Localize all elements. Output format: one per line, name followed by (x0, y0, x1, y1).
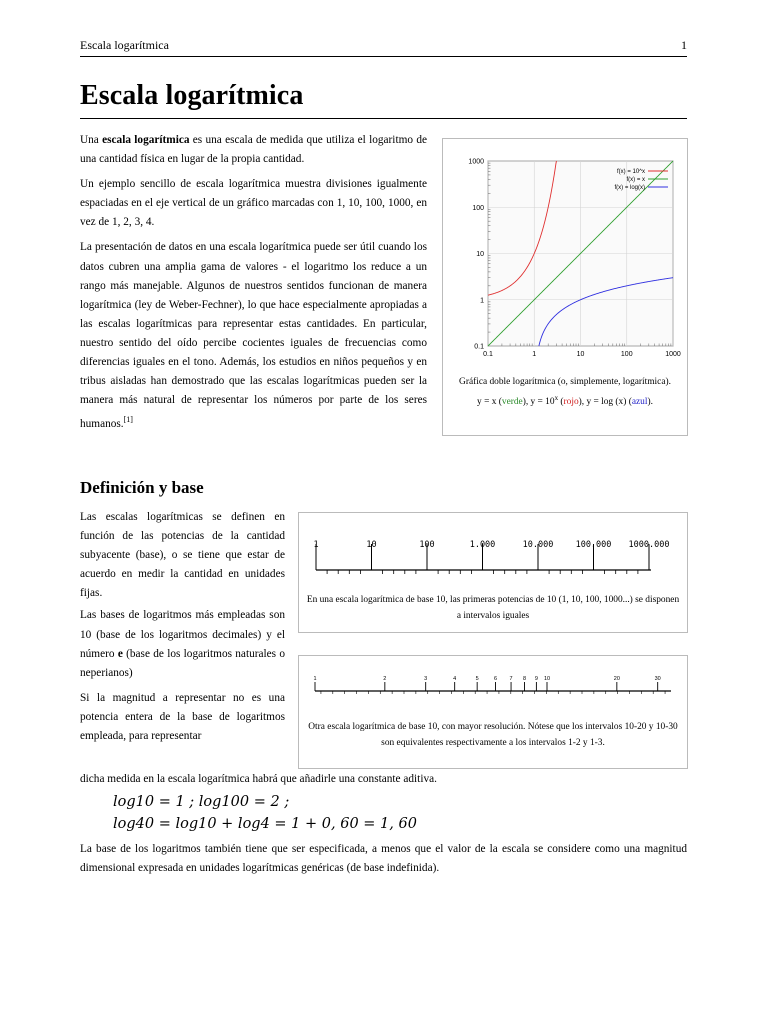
y-tick-label: 1 (480, 297, 484, 305)
figure-log-scale-powers (298, 512, 688, 633)
reference-link[interactable]: [1] (123, 415, 133, 425)
page-title: Escala logarítmica (80, 80, 304, 111)
figure1-caption-line1: Gráfica doble logarítmica (o, simplemente, logarítmica). (459, 377, 671, 387)
scale-label: 9 (534, 676, 538, 682)
math-line-1: log10 = 1 ; log100 = 2 ; (113, 794, 290, 810)
x-tick-label: 100 (620, 351, 633, 358)
x-tick-label: 1 (532, 351, 537, 358)
intro-paragraph-2: Un ejemplo sencillo de escala logarítmica muestra divisiones igualmente espaciadas en el eje vertical de un gráfico marcadas con 1, 10, 100, 1000, en vez de 1, 2, 3, 4. (80, 178, 427, 229)
figure1-caption-line2: y = x (verde), $y = 10^x$ (rojo), y = log (x) (azul). (477, 393, 653, 407)
legend-label: f(x) = log(x) (614, 185, 645, 191)
section-paragraph-3: Si la magnitud a representar no es una potencia entera de la base de logaritmos empleada, para representar (80, 691, 285, 743)
x-tick-label: 10 (576, 351, 585, 358)
math-line-2: log40 = log10 + log4 = 1 + 0, 60 = 1, 60 (113, 816, 417, 832)
y-tick-label: 100 (472, 204, 484, 212)
log-scale-detail (299, 656, 687, 714)
y-tick-label: 10 (476, 251, 484, 258)
scale-label: 1.000 (469, 540, 496, 550)
page-number: 1 (681, 38, 687, 52)
figure-log-scale-detail (298, 655, 688, 769)
scale-label: 4 (453, 676, 457, 682)
scale-label: 10.000 (522, 540, 554, 550)
scale-label: 10 (543, 676, 551, 682)
section-paragraph-3-cont: dicha medida en la escala logarítmica habrá que añadirle una constante aditiva. (80, 773, 437, 785)
scale-label: 5 (475, 676, 479, 682)
figure2-caption: En una escala logarítmica de base 10, las primeras potencias de 10 (1, 10, 100, 1000...) se disponen a intervalos iguales (306, 595, 680, 621)
legend-label: f(x) = 10^x (617, 169, 645, 175)
intro-paragraph-1: Una escala logarítmica es una escala de medida que utiliza el logaritmo de una cantidad física en lugar de la propia cantidad. (80, 134, 427, 166)
scale-label: 100 (419, 540, 435, 550)
term-escala-logaritmica: escala logarítmica (102, 134, 190, 146)
scale-label: 3 (424, 676, 428, 682)
scale-label: 10 (366, 540, 377, 550)
y-tick-label: 1000 (468, 158, 484, 166)
x-tick-label: 0.1 (483, 351, 493, 358)
scale-label: 20 (613, 676, 620, 682)
scale-label: 7 (509, 676, 513, 682)
figure1-caption (451, 375, 679, 410)
scale-label: 1 (313, 540, 319, 550)
scale-label: 8 (522, 676, 527, 682)
scale-label: 6 (493, 676, 498, 682)
running-header-title: Escala logarítmica (80, 38, 169, 52)
section-text (80, 508, 285, 746)
loglog-chart (443, 139, 687, 369)
section-paragraph-1: Las escalas logarítmicas se definen en función de las potencias de la cantidad subyacente (base), o se tiene que estar de acuerdo en medir la cantidad en unidades fijas. (80, 511, 285, 600)
x-tick-label: 1000 (665, 351, 681, 358)
scale-label: 30 (654, 676, 661, 682)
section-paragraph-4: La base de los logaritmos también tiene que ser especificada, a menos que el valor de la escala se considere como una magnitud dimensional expresada en unidades logarítmicas genéricas (de base indefinida). (80, 843, 687, 875)
running-header (80, 38, 687, 56)
figure3-caption: Otra escala logarítmica de base 10, con mayor resolución. Nótese que los intervalos 10-20 y 10-30 son equivalentes respectivamente a los intervalos 1-2 y 1-3. (308, 722, 678, 748)
intro-text (80, 131, 427, 434)
y-tick-label: 0.1 (474, 343, 484, 351)
legend-label: f(x) = x (626, 177, 645, 183)
header-rule (80, 56, 687, 57)
scale-label: 1 (313, 676, 317, 682)
figure-loglog (442, 138, 688, 436)
scale-label: 100.000 (575, 540, 612, 550)
title-rule (80, 118, 687, 119)
section-heading: Definición y base (80, 478, 204, 497)
log-scale-powers (299, 513, 687, 595)
scale-label: 1000.000 (628, 540, 670, 550)
scale-label: 2 (383, 676, 387, 682)
intro-paragraph-3: La presentación de datos en una escala logarítmica puede ser útil cuando los datos cubren una amplia gama de valores - el logaritmo los reduce a un rango más manejable. Algunos de nuestros sentidos funcionan de manera logarítmica (ley de Weber-Fechner), lo que hace especialmente apropiadas a las escalas logarítmicas para representar estas cantidades. En particular, nuestro sentido del oído percibe cocientes iguales de frecuencias como diferencias iguales en el tono. Además, los estudios en niños pequeños y en tribus aisladas han demostrado que las escalas logarítmicas pueden ser la manera más natural de representar los números por parte de los seres humanos.[1] (80, 241, 427, 431)
section-paragraph-2: Las bases de logaritmos más empleadas son 10 (base de los logaritmos decimales) y el número e (base de los logaritmos naturales o neperianos) (80, 609, 285, 679)
